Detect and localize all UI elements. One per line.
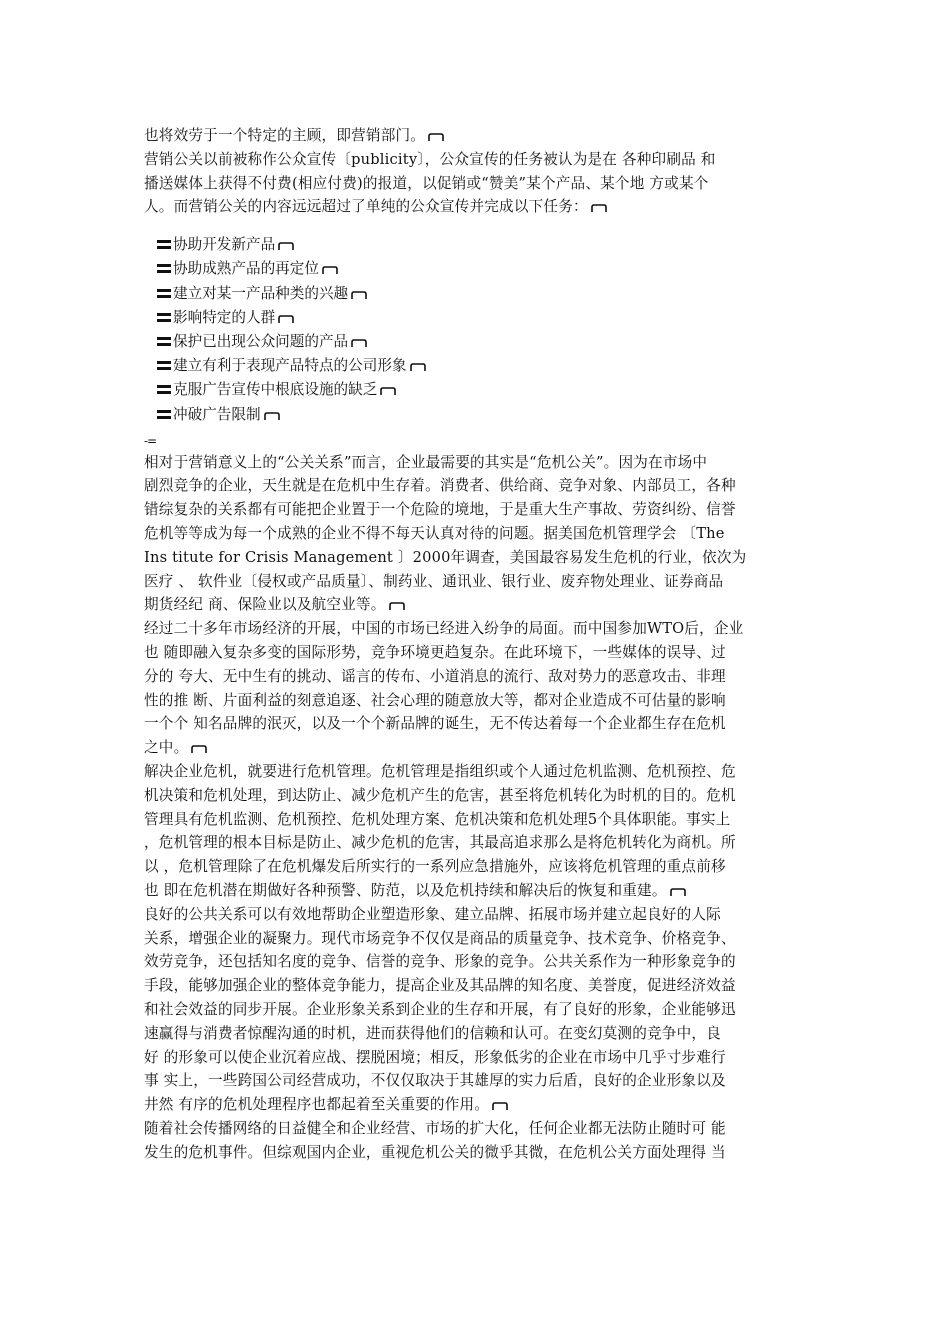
paragraph-mark-icon <box>278 242 294 250</box>
list-item: 协助开发新产品 <box>144 233 812 257</box>
paragraph-crisis-pr <box>144 451 812 618</box>
text-line: 手段，能够加强企业的整体竞争能力，提高企业及其品牌的知名度、美誉度，促进经济效益 <box>144 977 736 995</box>
list-item: 冲破广告限制 <box>144 403 812 427</box>
paragraph-mark-icon <box>351 339 367 347</box>
paragraph-mark-icon <box>351 291 367 299</box>
list-bullet-icon <box>157 384 171 395</box>
text-line: 错综复杂的关系都有可能把企业置于一个危险的境地，于是重大生产事故、劳资纠纷、信誉 <box>144 501 736 519</box>
text-line: 也 随即融入复杂多变的国际形势，竞争环境更趋复杂。在此环境下，一些媒体的误导、过 <box>144 644 726 662</box>
text-line: 解决企业危机，就要进行危机管理。危机管理是指组织或个人通过危机监测、危机预控、危 <box>144 763 736 781</box>
paragraph-mark-icon <box>278 315 294 323</box>
text-line: 之中。 <box>144 736 812 760</box>
task-list <box>144 233 812 427</box>
list-item: 保护已出现公众问题的产品 <box>144 330 812 354</box>
text-line: 医疗 、 软件业〔侵权或产品质量〕、制药业、通讯业、银行业、废弃物处理业、证券商品 <box>144 572 724 590</box>
paragraph-mark-icon <box>322 266 338 274</box>
text-line: 也 即在危机潜在期做好各种预警、防范，以及危机持续和解决后的恢复和重建。 <box>144 879 812 903</box>
text-line: 速赢得与消费者惊醒沟通的时机，进而获得他们的信赖和认可。在变幻莫测的竞争中，良 <box>144 1024 721 1042</box>
text-line: 和社会效益的同步开展。企业形象关系到企业的生存和开展，有了良好的形象，企业能够迅 <box>144 1001 736 1019</box>
separator-mark: -= <box>144 433 157 448</box>
text-line: 事 实上，一些跨国公司经营成功，不仅仅取决于其雄厚的实力后盾，良好的企业形象以及 <box>144 1072 726 1090</box>
paragraph-mark-icon <box>191 745 207 753</box>
text-line: 一个个 知名品牌的泯灭，以及一个个新品牌的诞生，无不传达着每一个企业都生存在危机 <box>144 715 726 733</box>
list-item: 影响特定的人群 <box>144 306 812 330</box>
text-line: 播送媒体上获得不付费(相应付费)的报道，以促销或“赞美”某个产品、某个地 方或某个 <box>144 174 709 192</box>
text-line: 危机等等成为每一个成熟的企业不得不每天认真对待的问题。据美国危机管理学会 〔The <box>144 525 725 543</box>
paragraph-mark-icon <box>410 363 426 371</box>
text-line: 经过二十多年市场经济的开展，中国的市场已经进入纷争的局面。而中国参加WTO后，企业 <box>144 620 744 638</box>
paragraph-mark-icon <box>389 602 405 610</box>
list-bullet-icon <box>157 239 171 250</box>
text-line: 发生的危机事件。但综观国内企业，重视危机公关的微乎其微，在危机公关方面处理得 当 <box>144 1143 726 1161</box>
text-line: 剧烈竞争的企业，天生就是在危机中生存着。消费者、供给商、竞争对象、内部员工，各种 <box>144 477 736 495</box>
paragraph-crisis-management <box>144 760 812 903</box>
text-line: 也将效劳于一个特定的主顾，即营销部门。 <box>144 124 812 148</box>
list-bullet-icon <box>157 409 171 420</box>
text-line: 性的推 断、片面利益的刻意追逐、社会心理的随意放大等，都对企业造成不可估量的影响 <box>144 691 726 709</box>
paragraph-public-relations <box>144 903 812 1117</box>
paragraph-mark-icon <box>670 888 686 896</box>
document-page <box>144 124 812 1165</box>
text-line: 管理具有危机监测、危机预控、危机处理方案、危机决策和危机处理5个具体职能。事实上 <box>144 810 731 828</box>
list-bullet-icon <box>157 288 171 299</box>
text-line: 期货经纪 商、保险业以及航空业等。 <box>144 593 812 617</box>
list-bullet-icon <box>157 312 171 323</box>
paragraph-mark-icon <box>591 204 607 212</box>
list-bullet-icon <box>157 360 171 371</box>
text-line: 机决策和危机处理，到达防止、减少危机产生的危害，甚至将危机转化为时机的目的。危机 <box>144 786 736 804</box>
text-line: 井然 有序的危机处理程序也都起着至关重要的作用。 <box>144 1093 812 1117</box>
text-line: 良好的公共关系可以有效地帮助企业塑造形象、建立品牌、拓展市场并建立起良好的人际 <box>144 905 721 923</box>
text-line: ，危机管理的根本目标是防止、减少危机的危害，其最高追求那么是将危机转化为商机。所 <box>144 834 736 852</box>
text-line: 营销公关以前被称作公众宣传〔publicity〕，公众宣传的任务被认为是在 各种印刷品 和 <box>144 150 716 168</box>
paragraph-mark-icon <box>492 1102 508 1110</box>
text-line: 相对于营销意义上的“公关关系”而言，企业最需要的其实是“危机公关”。因为在市场中 <box>144 453 708 471</box>
text-line: 分的 夸大、无中生有的挑动、谣言的传布、小道消息的流行、敌对势力的恶意攻击、非理 <box>144 667 726 685</box>
paragraph-communication-network <box>144 1117 812 1165</box>
list-item: 建立有利于表现产品特点的公司形象 <box>144 354 812 378</box>
paragraph-mark-icon <box>380 387 396 395</box>
text-line: 以 ，危机管理除了在危机爆发后所实行的一系列应急措施外，应该将危机管理的重点前移 <box>144 858 726 876</box>
paragraph-china-market <box>144 617 812 760</box>
list-bullet-icon <box>157 263 171 274</box>
list-bullet-icon <box>157 336 171 347</box>
text-line: Ins titute for Crisis Management 〕2000年调查，美国最容易发生危机的行业，依次为 <box>144 548 747 566</box>
text-line: 人。而营销公关的内容远远超过了单纯的公众宣传并完成以下任务： <box>144 195 812 219</box>
list-item: 协助成熟产品的再定位 <box>144 257 812 281</box>
list-item: 克服广告宣传中根底设施的缺乏 <box>144 378 812 402</box>
paragraph-mark-icon <box>264 412 280 420</box>
list-item: 建立对某一产品种类的兴趣 <box>144 282 812 306</box>
intro-paragraph <box>144 124 812 219</box>
paragraph-mark-icon <box>428 133 444 141</box>
text-line: 随着社会传播网络的日益健全和企业经营、市场的扩大化，任何企业都无法防止随时可 能 <box>144 1120 726 1137</box>
text-line: 关系，增强企业的凝聚力。现代市场竞争不仅仅是商品的质量竞争、技术竞争、价格竞争、 <box>144 929 736 947</box>
text-line: 好 的形象可以使企业沉着应战、摆脱困境；相反，形象低劣的企业在市场中几乎寸步难行 <box>144 1048 726 1066</box>
text-line: 效劳竞争，还包括知名度的竞争、信誉的竞争、形象的竞争。公共关系作为一种形象竞争的 <box>144 953 736 971</box>
